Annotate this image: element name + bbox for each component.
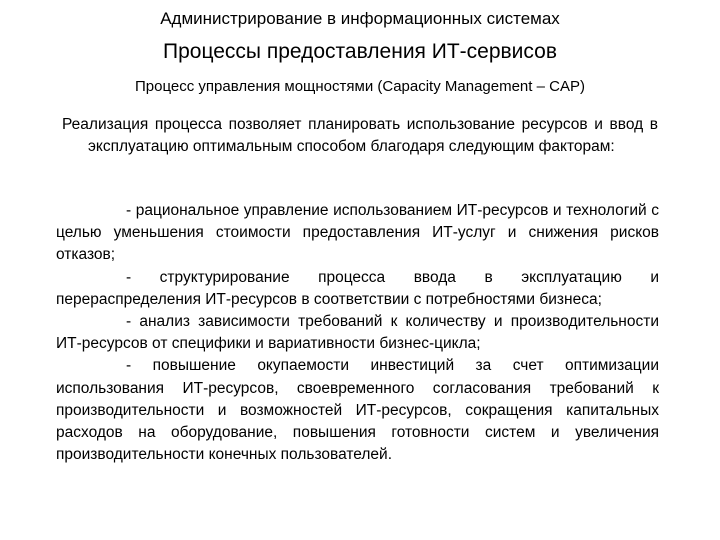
factor-item: - повышение окупаемости инвестиций за счет оптимизации использования ИТ-ресурсов, своевременного согласования требований к производительности и возможностей ИТ-ресурсов, сокращения капитальных расходов на оборудование, повышения готовности систем и увеличения производительности конечных пользователей. (56, 357, 659, 464)
slide-subtitle: Процесс управления мощностями (Capacity Management – CAP) (135, 78, 585, 95)
factor-item: - рациональное управление использованием ИТ-ресурсов и технологий с целью уменьшения стоимости предоставления ИТ-услуг и снижения рисков отказов; (56, 202, 659, 264)
slide-title: Процессы предоставления ИТ-сервисов (163, 40, 557, 63)
course-title: Администрирование в информационных системах (160, 9, 560, 28)
factors-list (56, 200, 659, 466)
factor-item: - анализ зависимости требований к количеству и производительности ИТ-ресурсов от специфики и вариативности бизнес-цикла; (56, 313, 659, 353)
intro-paragraph: Реализация процесса позволяет планировать использование ресурсов и ввод в эксплуатацию оптимальным способом благодаря следующим факторам: (62, 116, 658, 155)
factor-item: - структурирование процесса ввода в эксплуатацию и перераспределения ИТ-ресурсов в соответствии с потребностями бизнеса; (56, 268, 659, 308)
